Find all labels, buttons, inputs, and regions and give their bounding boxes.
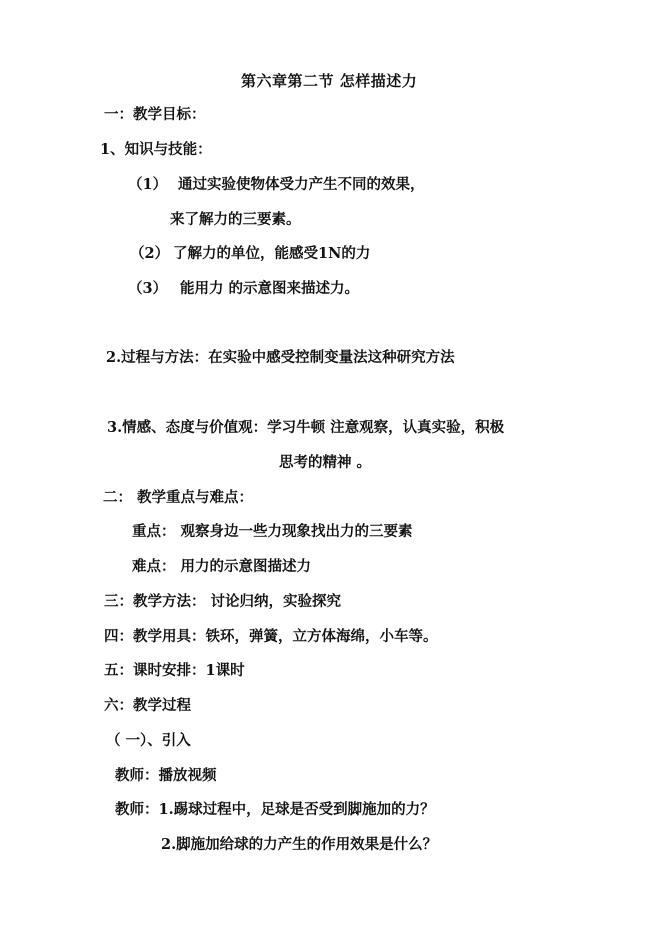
subsection-attitude-values: 3.情感、态度与价值观：学习牛顿 注意观察，认真实验，积极 (107, 419, 505, 436)
goal-item-3-number: （3） (128, 280, 168, 297)
process-part-intro: （ 一）、引入 (106, 732, 191, 749)
subsection-knowledge-heading: 1、知识与技能： (100, 141, 212, 158)
key-point: 重点： 观察身边一些力现象找出力的三要素 (132, 523, 413, 540)
section-1-heading: 一：教学目标： (104, 106, 206, 123)
section-2-heading: 二： 教学重点与难点： (103, 489, 254, 506)
goal-item-1-continuation: 来了解力的三要素。 (170, 211, 301, 228)
document-title: 第六章第二节 怎样描述力 (241, 72, 418, 90)
section-3-teaching-methods: 三：教学方法： 讨论归纳，实验探究 (104, 593, 342, 610)
goal-item-1-number: （1） (128, 176, 168, 193)
section-6-heading: 六：教学过程 (104, 697, 191, 714)
goal-item-1-text: 通过实验使物体受力产生不同的效果， (178, 176, 425, 193)
section-5-schedule: 五：课时安排：1课时 (104, 662, 245, 679)
goal-item-2-text: 了解力的单位，能感受1N的力 (173, 245, 371, 262)
section-4-teaching-tools: 四：教学用具：铁环，弹簧，立方体海绵，小车等。 (104, 628, 438, 645)
goal-item-2-number: （2） (130, 245, 170, 262)
teacher-line-video: 教师：播放视频 (115, 767, 217, 784)
subsection-process-method: 2.过程与方法：在实验中感受控制变量法这种研究方法 (106, 349, 455, 366)
subsection-attitude-values-continuation: 思考的精神 。 (279, 454, 372, 471)
goal-item-3-text: 能用力 的示意图来描述力。 (180, 280, 360, 297)
difficult-point: 难点： 用力的示意图描述力 (132, 558, 312, 575)
teacher-question-1: 教师：1.踢球过程中，足球是否受到脚施加的力？ (115, 801, 435, 818)
teacher-question-2: 2.脚施加给球的力产生的作用效果是什么？ (161, 836, 438, 853)
